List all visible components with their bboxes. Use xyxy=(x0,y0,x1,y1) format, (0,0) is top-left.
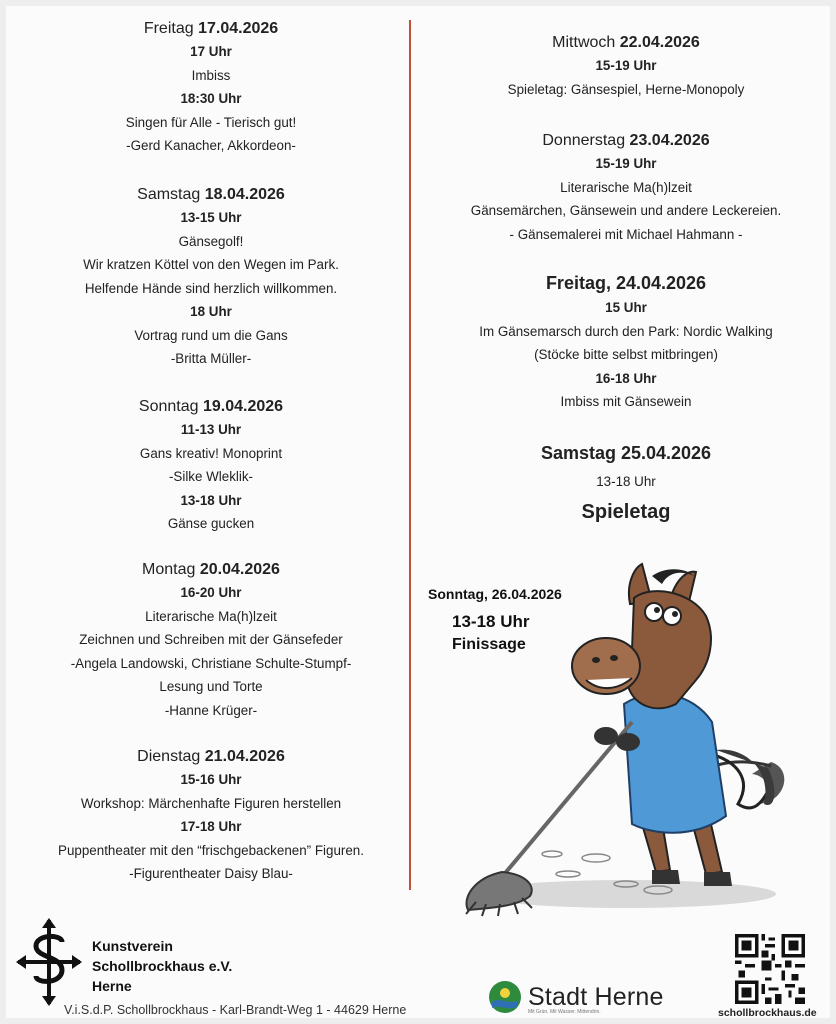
event-text: Literarische Ma(h)lzeit xyxy=(560,179,692,195)
event-text: (Stöcke bitte selbst mitbringen) xyxy=(534,347,718,362)
time-label: 11-13 Uhr xyxy=(180,422,242,437)
program-flyer xyxy=(6,6,830,1018)
time-label: 15-19 Uhr xyxy=(595,156,657,171)
event-text: Imbiss mit Gänsewein xyxy=(560,394,692,409)
time-label: 17 Uhr xyxy=(190,44,232,59)
qr-code-icon xyxy=(735,934,805,1004)
event-text: 13-18 Uhr xyxy=(596,474,656,489)
day-block xyxy=(436,130,816,246)
event-text: -Britta Müller- xyxy=(170,351,252,366)
time-label: 15 Uhr xyxy=(605,300,647,315)
event-text: Im Gänsemarsch durch den Park: Nordic Walking xyxy=(479,323,773,339)
day-block xyxy=(46,746,376,886)
day-title: Samstag 25.04.2026 xyxy=(540,443,712,463)
kunstverein-logo-icon xyxy=(12,914,86,1010)
day-block xyxy=(46,18,376,158)
horse-sweeping-illustration xyxy=(456,554,801,919)
event-text: Literarische Ma(h)lzeit xyxy=(145,608,277,624)
herne-emblem-icon xyxy=(488,980,522,1014)
day-block xyxy=(436,32,816,101)
stadt-herne-logo: Stadt Herne xyxy=(488,980,664,1014)
time-label: 18 Uhr xyxy=(190,304,232,319)
event-text: - Gänsemalerei mit Michael Hahmann - xyxy=(509,226,743,242)
event-text: Zeichnen und Schreiben mit der Gänsefeder xyxy=(79,632,343,647)
time-label: 16-18 Uhr xyxy=(595,370,657,386)
event-text: Wir kratzen Köttel von den Wegen im Park. xyxy=(83,257,339,272)
time-label: 13-18 Uhr xyxy=(452,612,530,631)
day-title: Mittwoch 22.04.2026 xyxy=(552,34,700,51)
day-block xyxy=(436,440,816,526)
time-label: 17-18 Uhr xyxy=(180,819,242,834)
time-label: 18:30 Uhr xyxy=(180,91,242,106)
time-label: 13-15 Uhr xyxy=(180,210,242,225)
day-block xyxy=(436,270,816,414)
day-block xyxy=(46,559,376,722)
event-text: Workshop: Märchenhafte Figuren herstellen xyxy=(80,795,342,811)
day-title: Samstag 18.04.2026 xyxy=(137,186,285,203)
event-text: Gänsegolf! xyxy=(178,233,244,249)
time-label: 16-20 Uhr xyxy=(180,585,242,600)
day-title: Sonntag, 26.04.2026 xyxy=(428,586,562,602)
event-text: Lesung und Torte xyxy=(159,679,263,694)
day-title: Dienstag 21.04.2026 xyxy=(137,748,285,765)
event-text: Gänse gucken xyxy=(167,516,255,531)
event-text: Singen für Alle - Tierisch gut! xyxy=(125,114,297,130)
event-highlight: Spieletag xyxy=(581,500,671,523)
time-label: 15-19 Uhr xyxy=(595,58,657,73)
event-text: -Hanne Krüger- xyxy=(164,702,258,718)
event-text: Vortrag rund um die Gans xyxy=(134,327,288,343)
event-text: -Angela Landowski, Christiane Schulte-Stumpf- xyxy=(70,655,352,671)
time-label: 13-18 Uhr xyxy=(180,492,242,508)
visdp-imprint: V.i.S.d.P. Schollbrockhaus - Karl-Brandt-Weg 1 - 44629 Herne xyxy=(64,1003,407,1017)
event-text: Imbiss xyxy=(191,67,231,83)
event-text: Puppentheater mit den “frischgebackenen” Figuren. xyxy=(58,842,364,858)
day-block xyxy=(46,184,376,371)
herne-slogan: Mit Grün. Mit Wasser. Mittendrin. xyxy=(528,1009,601,1015)
event-text: Gans kreativ! Monoprint xyxy=(139,445,283,461)
day-block xyxy=(46,396,376,536)
event-text: Helfende Hände sind herzlich willkommen. xyxy=(84,280,338,296)
organisation-name: Kunstverein Schollbrockhaus e.V. Herne xyxy=(92,938,233,994)
event-text: Spieletag: Gänsespiel, Herne-Monopoly xyxy=(507,81,745,97)
time-label: 15-16 Uhr xyxy=(180,772,242,787)
day-title: Sonntag 19.04.2026 xyxy=(138,398,284,415)
event-text: Gänsemärchen, Gänsewein und andere Leckereien. xyxy=(470,203,782,218)
event-text: -Figurentheater Daisy Blau- xyxy=(129,866,293,881)
day-title: Freitag 17.04.2026 xyxy=(143,20,279,37)
event-highlight: Finissage xyxy=(452,636,526,653)
event-text: -Gerd Kanacher, Akkordeon- xyxy=(126,138,296,153)
event-text: -Silke Wleklik- xyxy=(168,469,254,484)
day-title: Donnerstag 23.04.2026 xyxy=(542,132,710,149)
column-divider xyxy=(409,20,411,890)
website-label: schollbrockhaus.de xyxy=(718,1007,817,1019)
day-title: Freitag, 24.04.2026 xyxy=(545,273,707,293)
day-title: Montag 20.04.2026 xyxy=(142,561,280,578)
